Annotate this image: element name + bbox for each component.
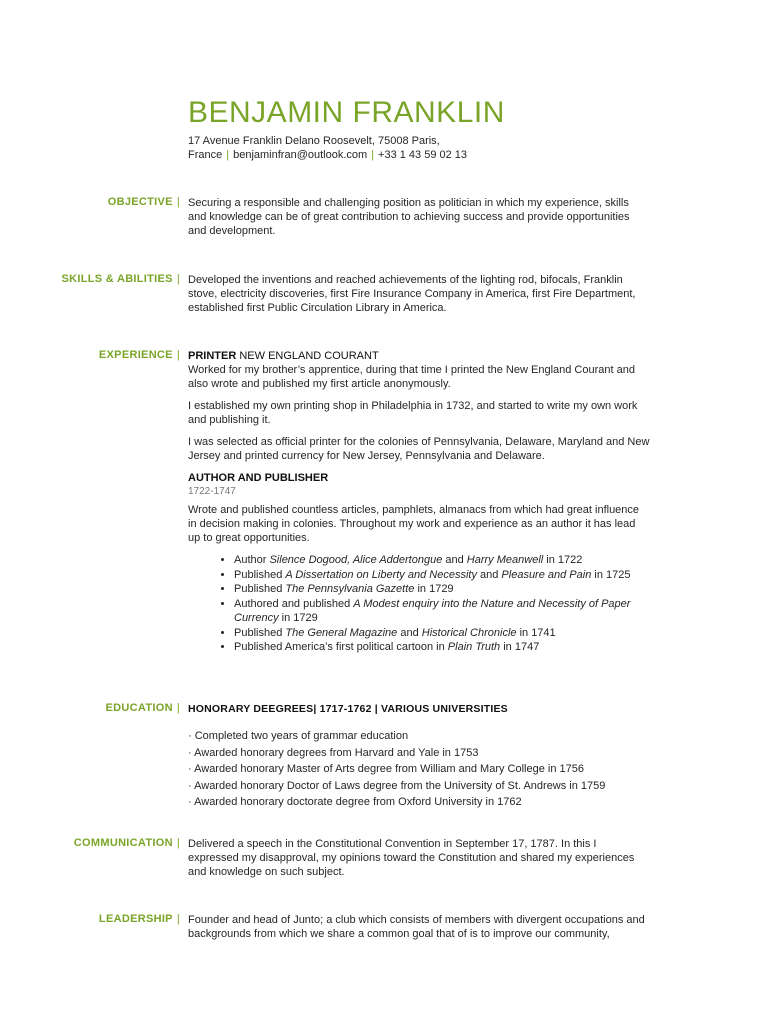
section-label: EDUCATION |	[105, 702, 180, 714]
role-paragraph: I was selected as official printer for the colonies of Pennsylvania, Delaware, Maryland and New Jersey and printed currency for New Jersey, Pennsylvania and Delaware.	[188, 436, 650, 462]
country: France	[188, 149, 223, 161]
section-label: COMMUNICATION |	[73, 837, 180, 849]
education-item: · Awarded honorary Master of Arts degree from William and Mary College in 1756	[188, 763, 584, 775]
communication-text: Delivered a speech in the Constitutional Convention in September 17, 1787. In this I expressed my disapproval, my opinions toward the Constitution and shared my experiences and knowledge on such subject.	[188, 838, 635, 878]
role-paragraph: Wrote and published countless articles, pamphlets, almanacs from which had great influence in decision making in colonies. Throughout my work and experience as an author it has lead up to great opportunities.	[188, 504, 640, 544]
section-label: SKILLS & ABILITIES |	[61, 273, 180, 285]
education-body	[188, 702, 650, 811]
role-heading: AUTHOR AND PUBLISHER	[188, 472, 329, 484]
phone: +33 1 43 59 02 13	[378, 149, 468, 161]
publication-item: • Published The General Magazine and Historical Chronicle in 1741	[234, 626, 650, 641]
contact-line	[188, 148, 467, 162]
education-heading: HONORARY DEEGREES| 1717-1762 | VARIOUS UNIVERSITIES	[188, 703, 508, 715]
publication-item: • Published America’s first political cartoon in Plain Truth in 1747	[234, 640, 650, 655]
contact-info	[188, 134, 467, 162]
email[interactable]: benjaminfran@outlook.com	[233, 149, 368, 161]
address-line: 17 Avenue Franklin Delano Roosevelt, 75008 Paris,	[188, 135, 440, 147]
separator: |	[371, 149, 375, 161]
education-list	[188, 728, 650, 811]
section-label: EXPERIENCE |	[98, 349, 180, 361]
education-item: · Completed two years of grammar education	[188, 730, 409, 742]
leadership-text: Founder and head of Junto; a club which consists of members with divergent occupations and backgrounds from which we share a common goal that of is to improve our community,	[188, 914, 645, 940]
section-label: LEADERSHIP |	[98, 913, 180, 925]
skills-text: Developed the inventions and reached achievements of the lighting rod, bifocals, Franklin stove, electricity discoveries, first Fire Insurance Company in America, first Fire Department, established first Public Circulation Library in America.	[188, 274, 636, 314]
objective-text: Securing a responsible and challenging position as politician in which my experience, skills and knowledge can be of great contribution to achieving success and provide opportunities and development.	[188, 197, 630, 237]
publication-item: • Author Silence Dogood, Alice Addertongue and Harry Meanwell in 1722	[234, 553, 650, 568]
role-heading: PRINTER NEW ENGLAND COURANT	[188, 350, 379, 362]
role-paragraph: Worked for my brother’s apprentice, during that time I printed the New England Courant and also wrote and published my first article anonymously.	[188, 364, 635, 390]
education-item: · Awarded honorary degrees from Harvard and Yale in 1753	[188, 746, 479, 759]
role-dates: 1722-1747	[188, 486, 236, 497]
publications-list	[188, 553, 650, 655]
publication-item: • Published The Pennsylvania Gazette in 1729	[234, 582, 650, 597]
education-item: · Awarded honorary doctorate degree from Oxford University in 1762	[188, 796, 522, 808]
section-label: OBJECTIVE |	[107, 196, 180, 208]
experience-body	[188, 349, 650, 655]
candidate-name: BENJAMIN FRANKLIN	[188, 96, 505, 129]
publication-item: • Published A Dissertation on Liberty and Necessity and Pleasure and Pain in 1725	[234, 568, 650, 583]
education-item: · Awarded honorary Doctor of Laws degree from the University of St. Andrews in 1759	[188, 779, 606, 792]
role-paragraph: I established my own printing shop in Philadelphia in 1732, and started to write my own work and publishing it.	[188, 400, 638, 426]
separator: |	[226, 149, 230, 161]
publication-item: • Authored and published A Modest enquiry into the Nature and Necessity of Paper Currency in 1729	[234, 597, 650, 626]
